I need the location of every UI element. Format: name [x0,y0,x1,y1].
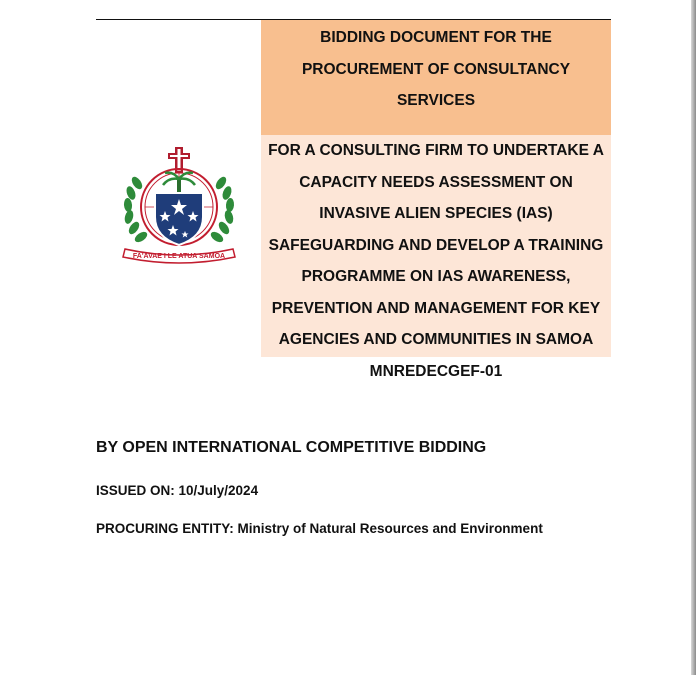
issued-on: ISSUED ON: 10/July/2024 [96,483,259,498]
emblem-motto: FA'AVAE I LE ATUA SAMOA [132,253,226,260]
page-edge [691,0,696,675]
subject-line: FOR A CONSULTING FIRM TO UNDERTAKE A [268,142,604,159]
title-line: BIDDING DOCUMENT FOR THE [320,29,552,46]
subject-line: AGENCIES AND COMMUNITIES IN SAMOA [278,331,594,348]
subject-line: PREVENTION AND MANAGEMENT FOR KEY [271,299,601,317]
subject-line: CAPACITY NEEDS ASSESSMENT ON [299,173,573,191]
document-title-block [261,20,611,135]
samoa-coat-of-arms-icon [119,145,239,265]
subject-line: SAFEGUARDING AND DEVELOP A TRAINING [268,236,604,254]
title-line: PROCUREMENT OF CONSULTANCY [301,60,571,78]
subject-block [261,135,611,357]
subject-line: INVASIVE ALIEN SPECIES (IAS) [319,205,553,222]
reference-code: MNREDECGEF-01 [369,363,503,380]
subject-line: PROGRAMME ON IAS AWARENESS, [301,268,571,285]
title-line: SERVICES [396,92,476,109]
bidding-method: BY OPEN INTERNATIONAL COMPETITIVE BIDDING [96,439,487,456]
procuring-entity: PROCURING ENTITY: Ministry of Natural Resources and Environment [96,521,543,536]
